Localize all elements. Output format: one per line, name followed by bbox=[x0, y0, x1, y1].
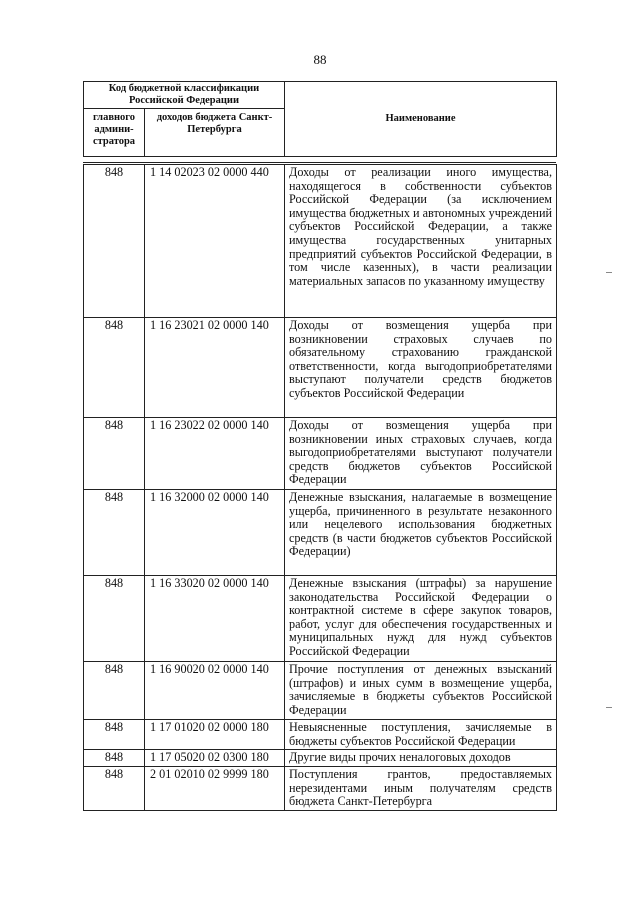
table-row bbox=[84, 165, 557, 318]
table-row bbox=[84, 490, 557, 576]
table-row bbox=[84, 418, 557, 490]
revenue-name-cell: Прочие поступления от денежных взысканий (штрафов) и иных сумм в возмещение ущерба, зачисляемые в бюджеты субъектов Российской Федерации bbox=[285, 662, 557, 720]
budget-classification-code-header: Код бюджетной классификации Российской Федерации bbox=[84, 82, 285, 109]
scan-mark bbox=[606, 707, 612, 708]
revenue-name-cell: Доходы от реализации иного имущества, находящегося в собственности субъектов Российской Федерации (за исключением имущества бюджетных и автономных учреждений субъектов Российской Федерации, а также имущества государственных унитарных предприятий субъектов Российской Федерации, в том числе казенных), в части реализации материальных запасов по указанному имуществу bbox=[285, 165, 557, 318]
admin-code-cell: 848 bbox=[84, 750, 145, 767]
revenue-code-cell: 1 16 23021 02 0000 140 bbox=[145, 318, 285, 418]
admin-code-cell: 848 bbox=[84, 418, 145, 490]
revenue-name-cell: Доходы от возмещения ущерба при возникновении иных страховых случаев, когда выгодоприобретателями выступают получатели средств бюджетов субъектов Российской Федерации bbox=[285, 418, 557, 490]
admin-code-cell: 848 bbox=[84, 318, 145, 418]
admin-code-cell: 848 bbox=[84, 576, 145, 662]
revenue-code-cell: 2 01 02010 02 9999 180 bbox=[145, 767, 285, 811]
admin-code-cell: 848 bbox=[84, 720, 145, 750]
admin-column-header: главного админи-стратора bbox=[84, 109, 145, 157]
table-header bbox=[83, 81, 557, 157]
name-column-header: Наименование bbox=[285, 82, 557, 157]
table-row bbox=[84, 720, 557, 750]
revenue-name-cell: Невыясненные поступления, зачисляемые в бюджеты субъектов Российской Федерации bbox=[285, 720, 557, 750]
revenue-name-cell: Доходы от возмещения ущерба при возникновении страховых случаев по обязательному страхованию гражданской ответственности, когда выгодоприобретателями выступают получатели средств бюджетов субъектов Российской Федерации bbox=[285, 318, 557, 418]
table-row bbox=[84, 318, 557, 418]
revenue-name-cell: Другие виды прочих неналоговых доходов bbox=[285, 750, 557, 767]
table-body-top-border bbox=[83, 162, 556, 163]
revenue-name-cell: Поступления грантов, предоставляемых нерезидентами иным получателям средств бюджета Санкт-Петербурга bbox=[285, 767, 557, 811]
revenue-code-cell: 1 14 02023 02 0000 440 bbox=[145, 165, 285, 318]
revenue-code-column-header: доходов бюджета Санкт-Петербурга bbox=[145, 109, 285, 157]
revenue-code-cell: 1 16 33020 02 0000 140 bbox=[145, 576, 285, 662]
revenue-table bbox=[83, 164, 557, 811]
admin-code-cell: 848 bbox=[84, 490, 145, 576]
revenue-code-cell: 1 17 01020 02 0000 180 bbox=[145, 720, 285, 750]
revenue-code-cell: 1 17 05020 02 0300 180 bbox=[145, 750, 285, 767]
revenue-name-cell: Денежные взыскания (штрафы) за нарушение законодательства Российской Федерации о контрактной системе в сфере закупок товаров, работ, услуг для обеспечения государственных и муниципальных нужд для нужд субъектов Российской Федерации bbox=[285, 576, 557, 662]
revenue-code-cell: 1 16 23022 02 0000 140 bbox=[145, 418, 285, 490]
revenue-name-cell: Денежные взыскания, налагаемые в возмещение ущерба, причиненного в результате незаконного или нецелевого использования бюджетных средств (в части бюджетов субъектов Российской Федерации) bbox=[285, 490, 557, 576]
table-row bbox=[84, 662, 557, 720]
table-row bbox=[84, 576, 557, 662]
admin-code-cell: 848 bbox=[84, 165, 145, 318]
table-row bbox=[84, 767, 557, 811]
page-number: 88 bbox=[313, 52, 327, 67]
admin-code-cell: 848 bbox=[84, 767, 145, 811]
admin-code-cell: 848 bbox=[84, 662, 145, 720]
revenue-code-cell: 1 16 32000 02 0000 140 bbox=[145, 490, 285, 576]
scan-mark bbox=[606, 272, 612, 273]
revenue-code-cell: 1 16 90020 02 0000 140 bbox=[145, 662, 285, 720]
table-row bbox=[84, 750, 557, 767]
